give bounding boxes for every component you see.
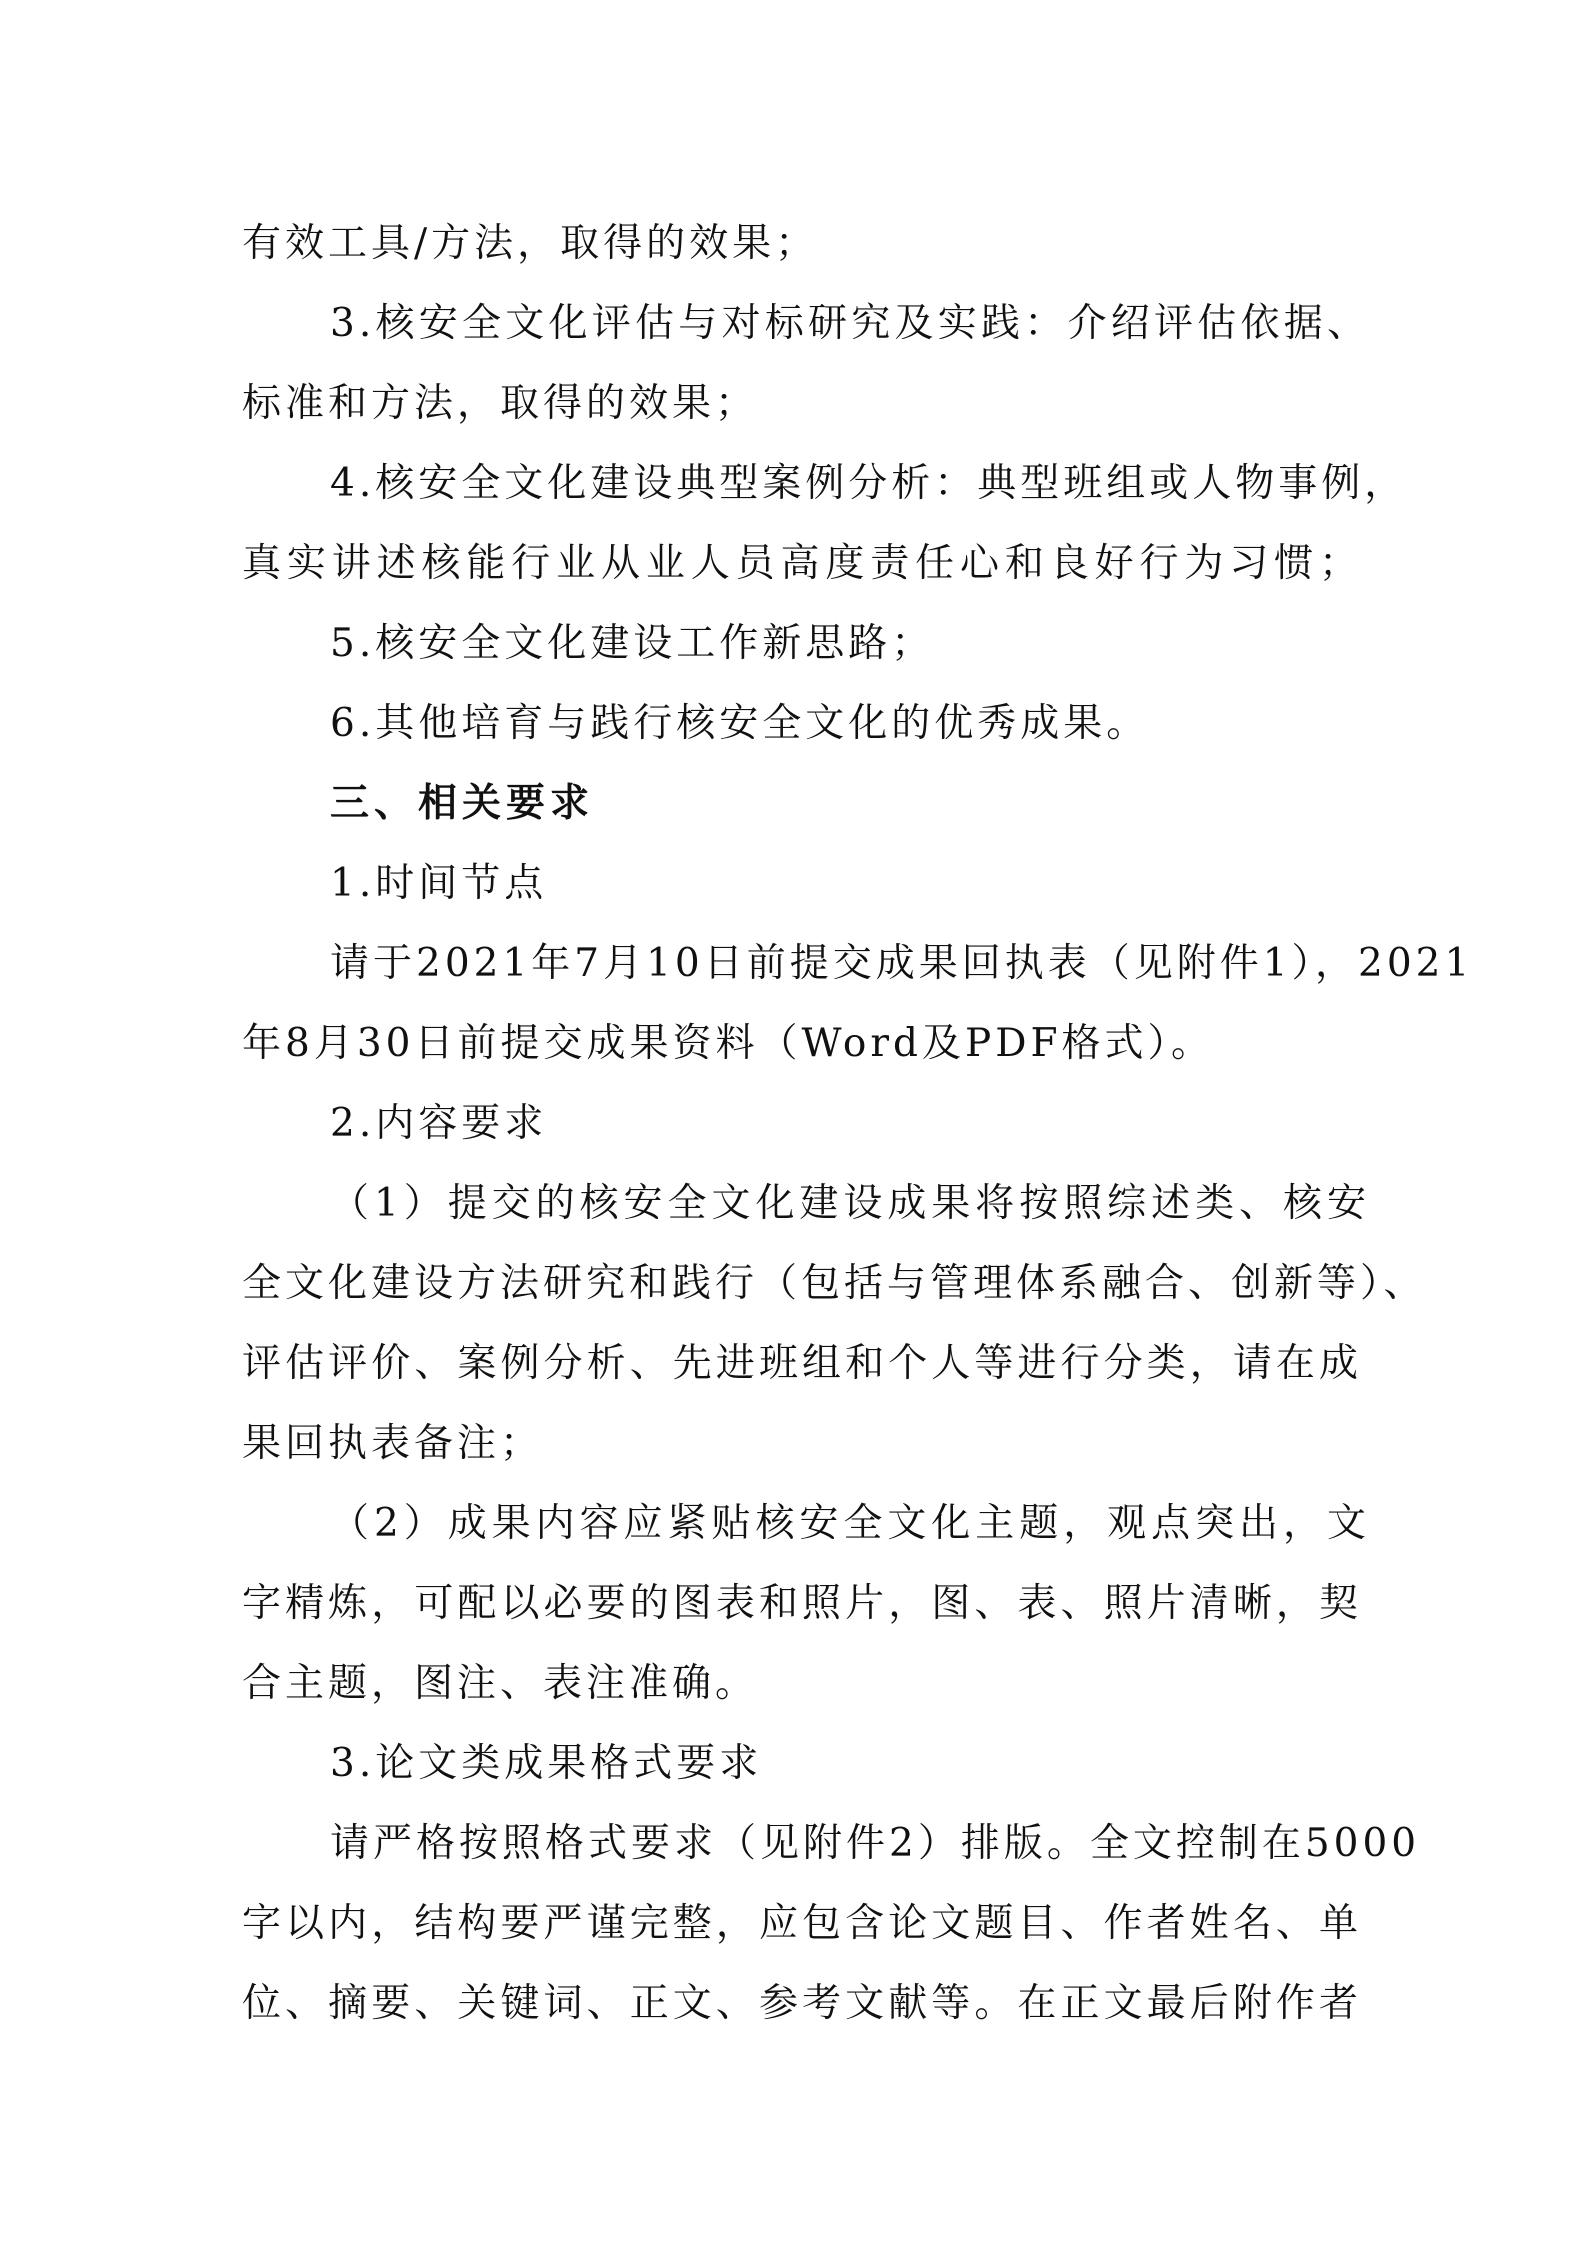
text-line-23: 位、摘要、关键词、正文、参考文献等。在正文最后附作者 <box>242 1981 1362 2026</box>
text-line-13: （1）提交的核安全文化建设成果将按照综述类、核安 <box>330 1181 1370 1226</box>
text-line-3: 标准和方法，取得的效果； <box>242 381 759 426</box>
text-line-20: 3.论文类成果格式要求 <box>330 1741 763 1786</box>
text-line-14: 全文化建设方法研究和践行（包括与管理体系融合、创新等）、 <box>242 1261 1427 1306</box>
text-line-15: 评估评价、案例分析、先进班组和个人等进行分类，请在成 <box>242 1341 1362 1386</box>
text-line-16: 果回执表备注； <box>242 1421 544 1466</box>
text-line-11: 年8月30日前提交成果资料（Word及PDF格式）。 <box>242 1021 1215 1066</box>
text-line-7: 6.其他培育与践行核安全文化的优秀成果。 <box>330 701 1150 746</box>
text-line-17: （2）成果内容应紧贴核安全文化主题，观点突出，文 <box>330 1501 1370 1546</box>
text-line-6: 5.核安全文化建设工作新思路； <box>330 621 935 666</box>
text-line-2: 3.核安全文化评估与对标研究及实践：介绍评估依据、 <box>330 301 1370 346</box>
text-line-10: 请于2021年7月10日前提交成果回执表（见附件1），2021 <box>330 941 1474 986</box>
text-line-18: 字精炼，可配以必要的图表和照片，图、表、照片清晰，契 <box>242 1581 1362 1626</box>
text-line-9: 1.时间节点 <box>330 861 548 906</box>
text-line-21: 请严格按照格式要求（见附件2）排版。全文控制在5000 <box>330 1821 1421 1866</box>
text-line-12: 2.内容要求 <box>330 1101 548 1146</box>
text-line-5: 真实讲述核能行业从业人员高度责任心和良好行为习惯； <box>242 541 1362 586</box>
text-line-4: 4.核安全文化建设典型案例分析：典型班组或人物事例， <box>330 461 1408 506</box>
text-line-1: 有效工具/方法，取得的效果； <box>242 221 819 266</box>
section-heading: 三、相关要求 <box>330 781 595 826</box>
text-line-22: 字以内，结构要严谨完整，应包含论文题目、作者姓名、单 <box>242 1901 1362 1946</box>
text-line-19: 合主题，图注、表注准确。 <box>242 1661 759 1706</box>
